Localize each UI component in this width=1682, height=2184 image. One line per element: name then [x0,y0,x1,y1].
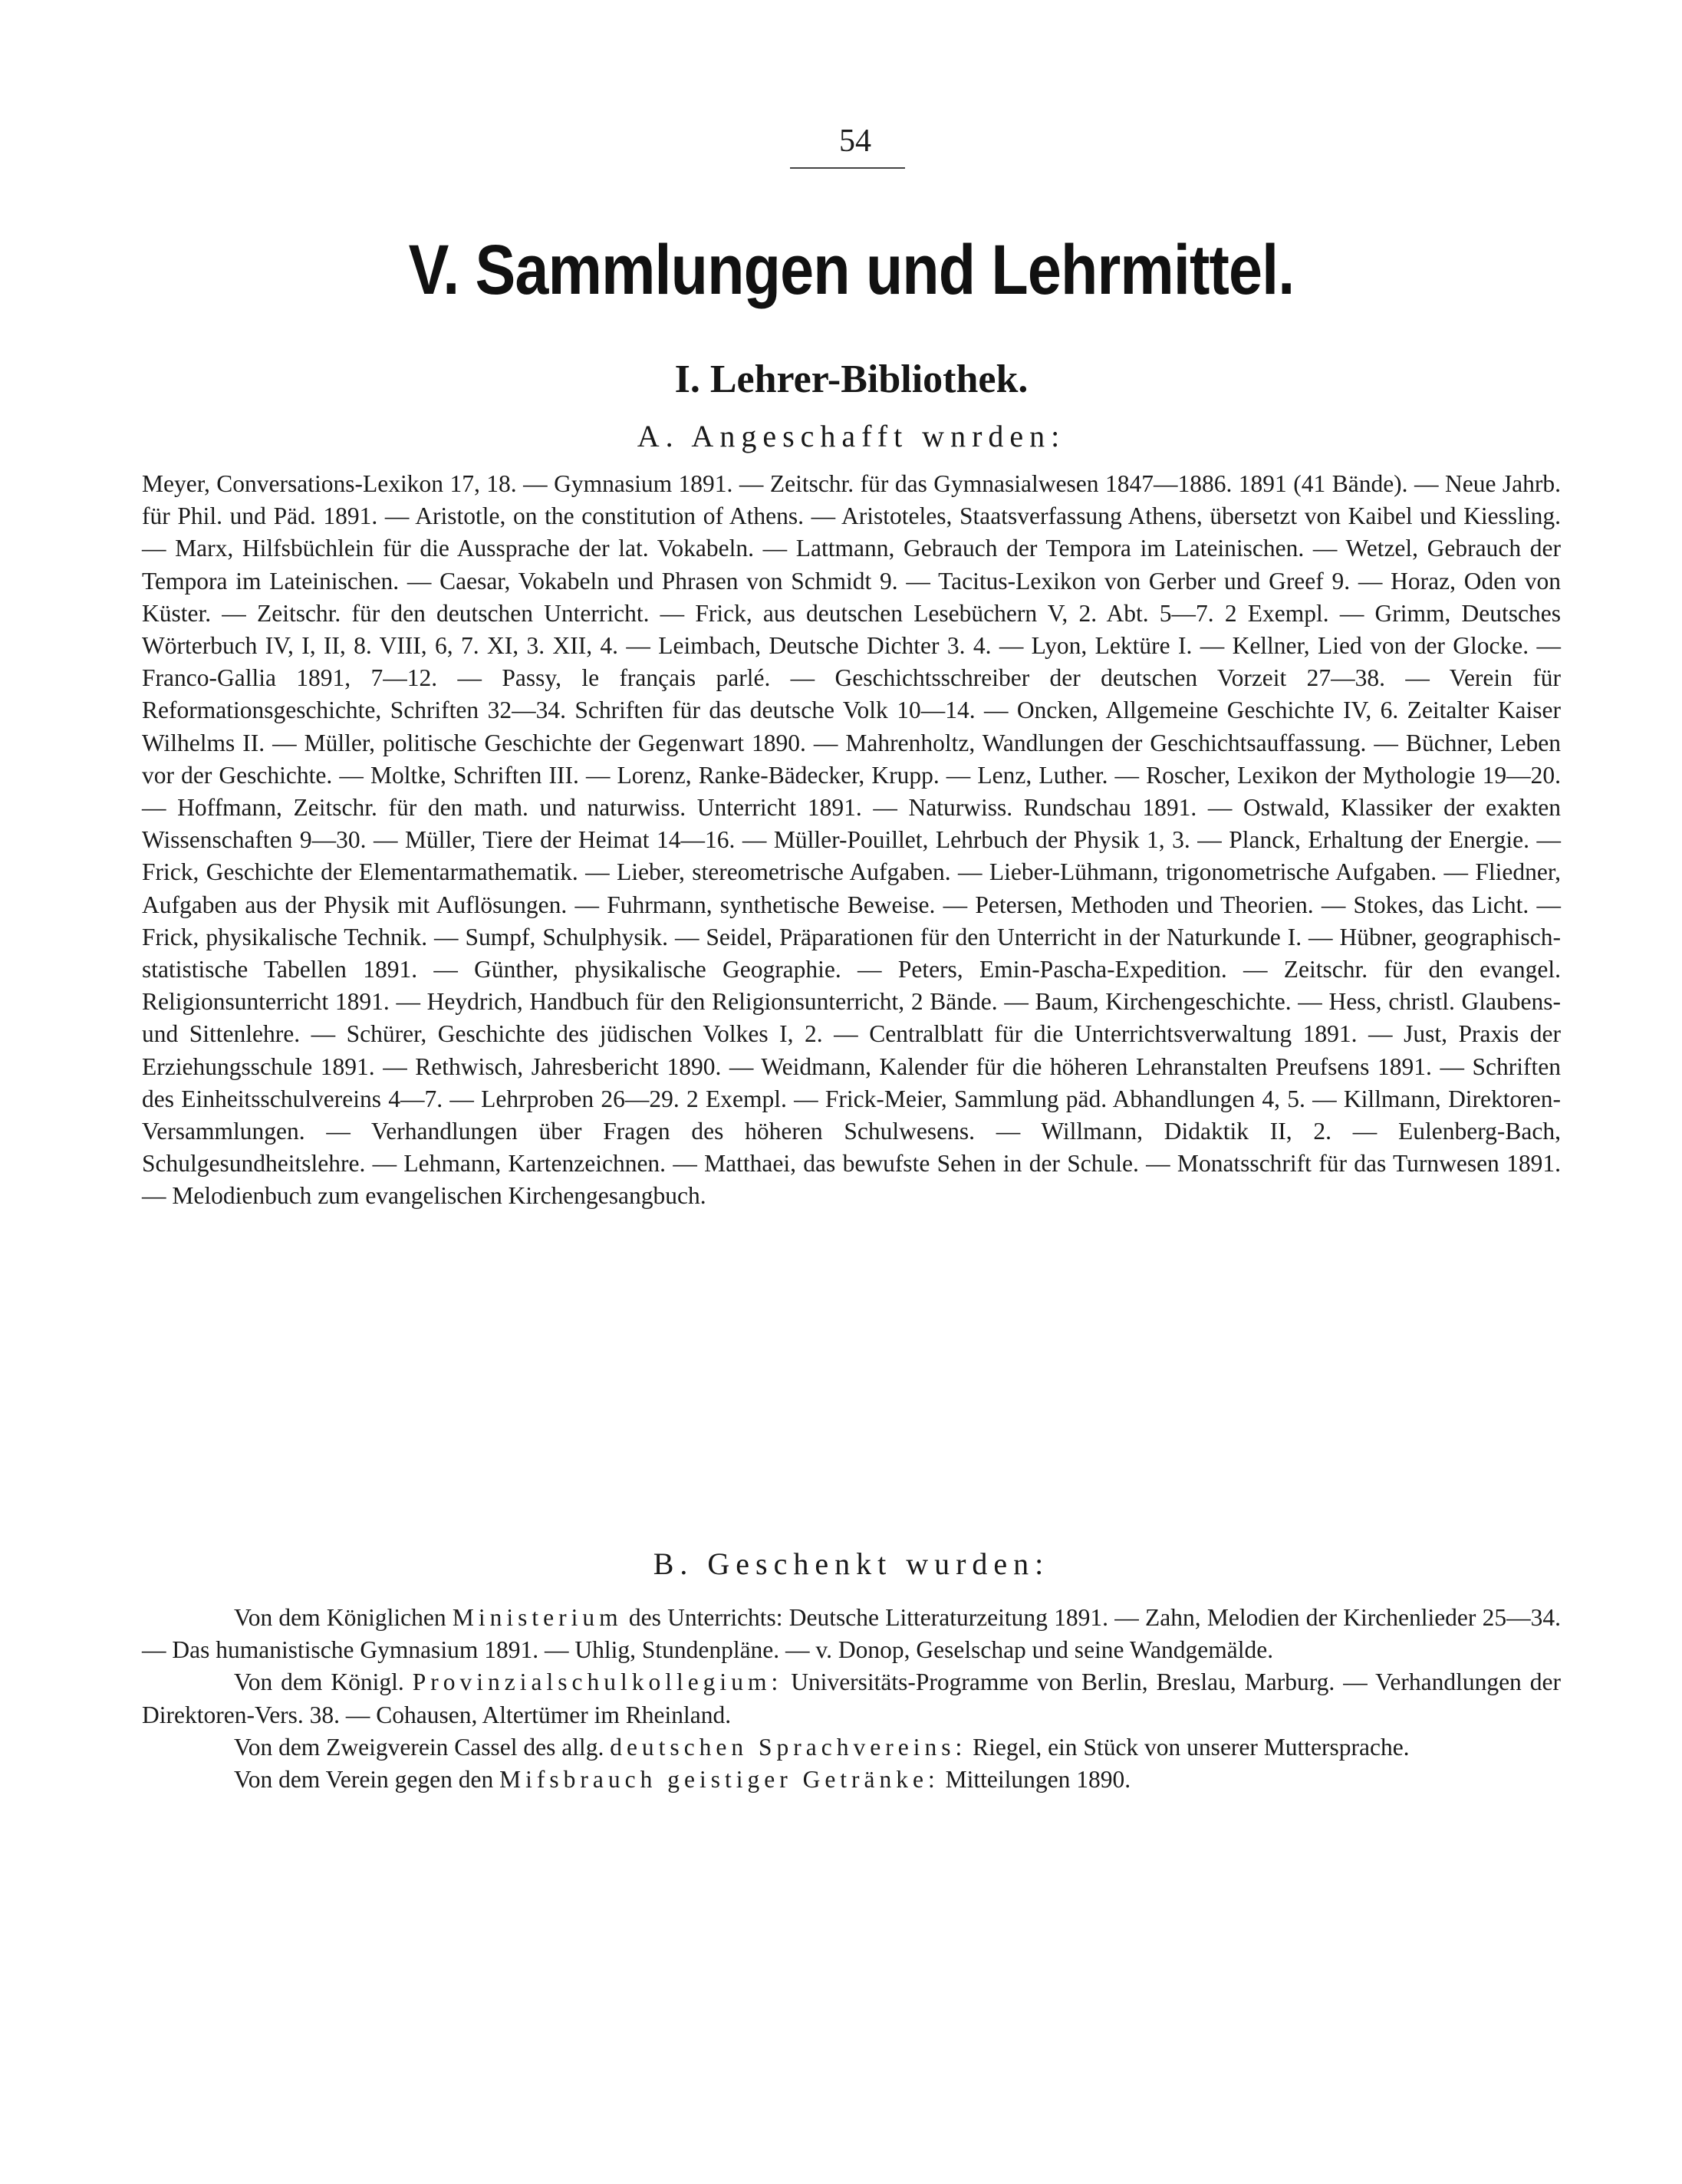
section-b-body [142,1602,1561,1796]
donor-name: Provinzialschulkollegium: [412,1668,783,1696]
section-b-heading: B. Geschenkt wurden: [653,1547,1050,1581]
donation-text: Universitäts-Programme von Berlin, Breslau, Marburg. — Verhandlungen der Direktoren-Vers. 38. — Cohausen, Altertümer im Rheinland. [142,1668,1562,1728]
page-number-rule [790,167,905,169]
donation-text: des Unterrichts: Deutsche Litteraturzeitung 1891. — Zahn, Melodien der Kirchenlieder 25—34. — Das humanistische Gymnasium 1891. — Uhlig, Stundenpläne. — v. Donop, Geselschap und seine Wandgemälde. [142,1604,1562,1664]
donor-name: Mifsbrauch geistiger Getränke: [499,1766,940,1794]
donation-paragraph [142,1764,1561,1796]
donation-paragraph [142,1602,1561,1666]
donor-name: Ministerium [452,1604,623,1631]
donation-text: Mitteilungen 1890. [945,1766,1131,1794]
section-a-body: Meyer, Conversations-Lexikon 17, 18. — Gymnasium 1891. — Zeitschr. für das Gymnasialwesen 1847—1886. 1891 (41 Bände). — Neue Jahrb. für Phil. und Päd. 1891. — Aristotle, on the constitution of Athens. — Aristoteles, Staatsverfassung Athens, übersetzt von Kaibel und Kiessling. — Marx, Hilfsbüchlein für die Aussprache der lat. Vokabeln. — Lattmann, Gebrauch der Tempora im Lateinischen. — Wetzel, Gebrauch der Tempora im Lateinischen. — Caesar, Vokabeln und Phrasen von Schmidt 9. — Tacitus-Lexikon von Gerber und Greef 9. — Horaz, Oden von Küster. — Zeitschr. für den deutschen Unterricht. — Frick, aus deutschen Lesebüchern V, 2. Abt. 5—7. 2 Exempl. — Grimm, Deutsches Wörterbuch IV, I, II, 8. VIII, 6, 7. XI, 3. XII, 4. — Leimbach, Deutsche Dichter 3. 4. — Lyon, Lektüre I. — Kellner, Lied von der Glocke. — Franco-Gallia 1891, 7—12. — Passy, le français parlé. — Geschichtsschreiber der deutschen Vorzeit 27—38. — Verein für Reformationsgeschichte, Schriften 32—34. Schriften für das deutsche Volk 10—14. — Oncken, Allgemeine Geschichte IV, 6. Zeitalter Kaiser Wilhelms II. — Müller, politische Geschichte der Gegenwart 1890. — Mahrenholtz, Wandlungen der Geschichtsauffassung. — Büchner, Leben vor der Geschichte. — Moltke, Schriften III. — Lorenz, Ranke-Bädecker, Krupp. — Lenz, Luther. — Roscher, Lexikon der Mythologie 19—20. — Hoffmann, Zeitschr. für den math. und naturwiss. Unterricht 1891. — Naturwiss. Rundschau 1891. — Ostwald, Klassiker der exakten Wissenschaften 9—30. — Müller, Tiere der Heimat 14—16. — Müller-Pouillet, Lehrbuch der Physik 1, 3. — Planck, Erhaltung der Energie. — Frick, Geschichte der Elementarmathematik. — Lieber, stereometrische Aufgaben. — Lieber-Lühmann, trigonometrische Aufgaben. — Fliedner, Aufgaben aus der Physik mit Auflösungen. — Fuhrmann, synthetische Beweise. — Petersen, Methoden und Theorien. — Stokes, das Licht. — Frick, physikalische Technik. — Sumpf, Schulphysik. — Seidel, Präparationen für den Unterricht in der Naturkunde I. — Hübner, geographisch-statistische Tabellen 1891. — Günther, physikalische Geographie. — Peters, Emin-Pascha-Expedition. — Zeitschr. für den evangel. Religionsunterricht 1891. — Heydrich, Handbuch für den Religionsunterricht, 2 Bände. — Baum, Kirchengeschichte. — Hess, christl. Glaubens- und Sittenlehre. — Schürer, Geschichte des jüdischen Volkes I, 2. — Centralblatt für die Unterrichtsverwaltung 1891. — Just, Praxis der Erziehungsschule 1891. — Rethwisch, Jahresbericht 1890. — Weidmann, Kalender für die höheren Lehranstalten Preufsens 1891. — Schriften des Einheitsschulvereins 4—7. — Lehrproben 26—29. 2 Exempl. — Frick-Meier, Sammlung päd. Abhandlungen 4, 5. — Killmann, Direktoren-Versammlungen. — Verhandlungen über Fragen des höheren Schulwesens. — Willmann, Didaktik II, 2. — Eulenberg-Bach, Schulgesundheitslehre. — Lehmann, Kartenzeichnen. — Matthaei, das bewufste Sehen in der Schule. — Monatsschrift für das Turnwesen 1891. — Melodienbuch zum evangelischen Kirchengesangbuch. [142,470,1561,1210]
section-a-heading: A. Angeschafft wnrden: [637,419,1066,453]
main-heading: V. Sammlungen und Lehrmittel. [408,231,1295,309]
donation-prefix: Von dem Königl. [234,1668,404,1696]
donation-prefix: Von dem Königlichen [234,1604,446,1631]
sub-heading: I. Lehrer-Bibliothek. [674,357,1029,401]
donation-text: Riegel, ein Stück von unserer Muttersprache. [973,1733,1410,1761]
donor-name: deutschen Sprachvereins: [610,1733,967,1761]
donation-prefix: Von dem Verein gegen den [234,1766,494,1794]
donation-prefix: Von dem Zweigverein Cassel des allg. [234,1733,604,1761]
donation-paragraph [142,1666,1561,1731]
donation-paragraph [142,1731,1561,1764]
page-number: 54 [839,124,871,159]
